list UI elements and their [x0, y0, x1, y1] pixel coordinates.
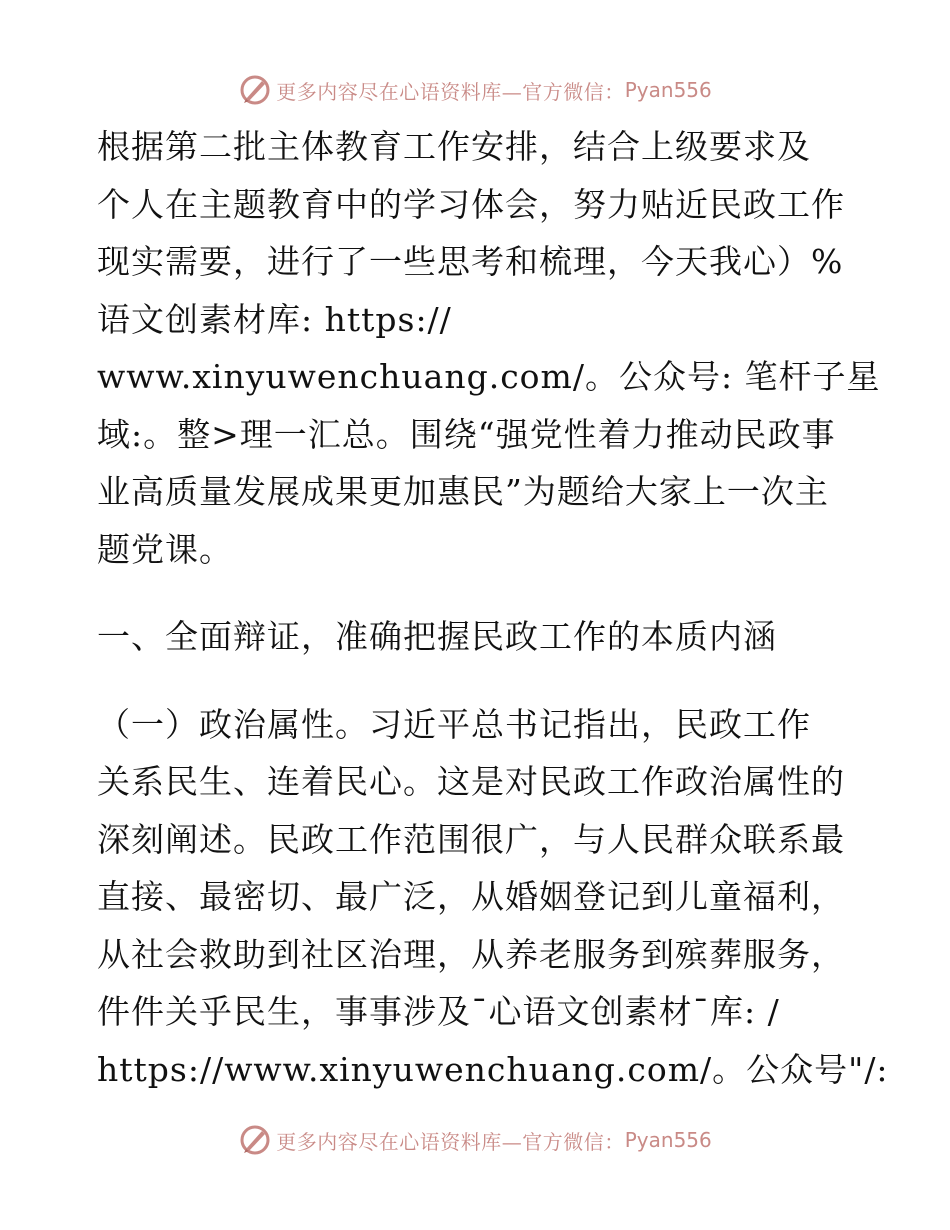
pen-logo-icon — [238, 1123, 272, 1157]
text-line: https://www.xinyuwenchuang.com/。公众号"/: — [97, 1049, 889, 1089]
pen-logo-icon — [238, 73, 272, 107]
document-body — [97, 118, 889, 1098]
header-banner — [0, 70, 950, 110]
text-line: 从社会救助到社区治理，从养老服务到殡葬服务， — [97, 934, 845, 974]
text-line: 语文创素材库: https:// — [97, 299, 452, 339]
paragraph-1 — [97, 118, 881, 578]
text-line: 域:。整>理一汇总。围绕“强党性着力推动民政事 — [97, 414, 836, 454]
header-banner-text: 更多内容尽在心语资料库—官方微信： — [276, 79, 625, 104]
footer-banner — [0, 1120, 950, 1160]
section-heading: 一、全面辩证，准确把握民政工作的本质内涵 — [97, 617, 777, 656]
text-line: 现实需要，进行了一些思考和梳理，今天我心）% — [97, 242, 844, 281]
text-line: www.xinyuwenchuang.com/。公众号: 笔杆子星 — [97, 357, 881, 396]
text-line: 直接、最密切、最广泛，从婚姻登记到儿童福利， — [97, 877, 845, 916]
header-wechat-id: Pyan556 — [624, 78, 712, 102]
paragraph-2 — [97, 696, 889, 1099]
footer-wechat-id: Pyan556 — [624, 1128, 712, 1152]
text-line: （一）政治属性。习近平总书记指出，民政工作 — [97, 704, 811, 744]
footer-banner-text: 更多内容尽在心语资料库—官方微信： — [276, 1129, 625, 1154]
text-line: 件件关乎民生，事事涉及¯心语文创素材¯库: / — [97, 992, 780, 1031]
text-line: 题党课。 — [97, 529, 233, 569]
text-line: 深刻阐述。民政工作范围很广，与人民群众联系最 — [97, 819, 845, 859]
text-line: 关系民生、连着民心。这是对民政工作政治属性的 — [97, 762, 845, 801]
text-line: 业高质量发展成果更加惠民”为题给大家上一次主 — [97, 472, 829, 511]
text-line: 个人在主题教育中的学习体会，努力贴近民政工作 — [97, 184, 845, 224]
text-line: 根据第二批主体教育工作安排，结合上级要求及 — [97, 127, 811, 166]
